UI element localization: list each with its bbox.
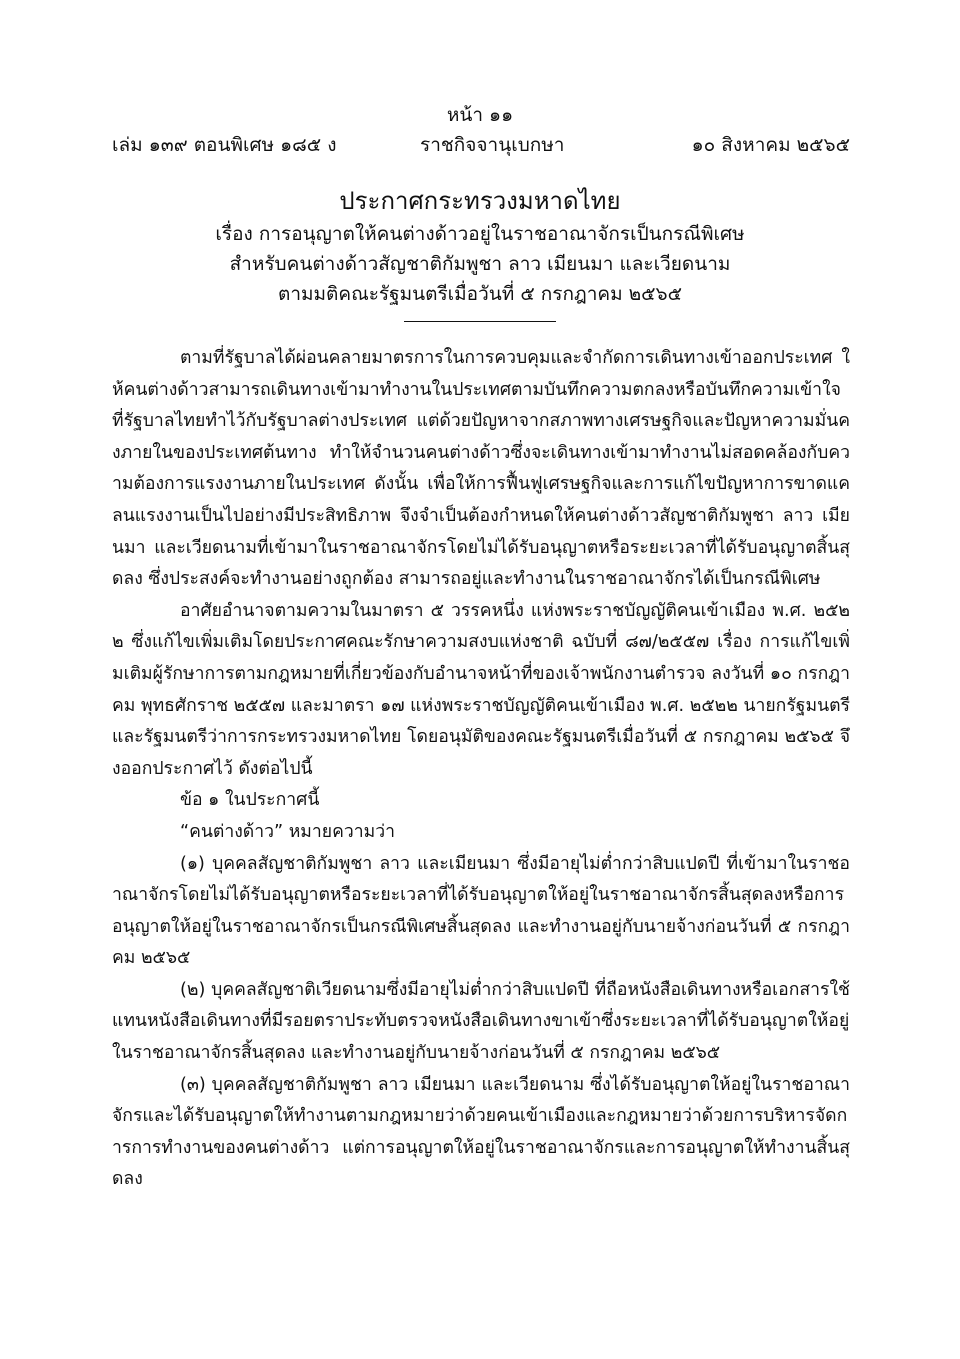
volume-info: เล่ม ๑๓๙ ตอนพิเศษ ๑๘๕ ง <box>112 134 337 156</box>
authority-paragraph: อาศัยอำนาจตามความในมาตรา ๕ วรรคหนึ่ง แห่งพระราชบัญญัติคนเข้าเมือง พ.ศ. ๒๕๒๒ ซึ่งแก้ไขเพิ่มเติมโดยประกาศคณะรักษาความสงบแห่งชาติ ฉบับที่ ๘๗/๒๕๕๗ เรื่อง การแก้ไขเพิ่มเติมผู้รักษาการตามกฎหมายที่เกี่ยวข้องกับอำนาจหน้าที่ของเจ้าพนักงานตำรวจ ลงวันที่ ๑๐ กรกฎาคม พุทธศักราช ๒๕๕๗ และมาตรา ๑๗ แห่งพระราชบัญญัติคนเข้าเมือง พ.ศ. ๒๕๒๒ นายกรัฐมนตรีและรัฐมนตรีว่าการกระทรวงมหาดไทย โดยอนุมัติของคณะรัฐมนตรีเมื่อวันที่ ๕ กรกฎาคม ๒๕๖๕ จึงออกประกาศไว้ ดังต่อไปนี้ <box>112 600 850 779</box>
publication-date: ๑๐ สิงหาคม ๒๕๖๕ <box>691 134 850 156</box>
definition-item-2: (๒) บุคคลสัญชาติเวียดนามซึ่งมีอายุไม่ต่ำกว่าสิบแปดปี ที่ถือหนังสือเดินทางหรือเอกสารใช้แทนหนังสือเดินทางที่มีรอยตราประทับตรวจหนังสือเดินทางขาเข้าซึ่งระยะเวลาที่ได้รับอนุญาตให้อยู่ในราชอาณาจักรสิ้นสุดลง และทำงานอยู่กับนายจ้างก่อนวันที่ ๕ กรกฎาคม ๒๕๖๕ <box>112 979 850 1064</box>
preamble-paragraph: ตามที่รัฐบาลได้ผ่อนคลายมาตรการในการควบคุมและจำกัดการเดินทางเข้าออกประเทศ ให้คนต่างด้าวสามารถเดินทางเข้ามาทำงานในประเทศตามบันทึกความตกลงหรือบันทึกความเข้าใจที่รัฐบาลไทยทำไว้กับรัฐบาลต่างประเทศ แต่ด้วยปัญหาจากสภาพทางเศรษฐกิจและปัญหาความมั่นคงภายในของประเทศต้นทาง ทำให้จำนวนคนต่างด้าวซึ่งจะเดินทางเข้ามาทำงานไม่สอดคล้องกับความต้องการแรงงานภายในประเทศ ดังนั้น เพื่อให้การฟื้นฟูเศรษฐกิจและการแก้ไขปัญหาการขาดแคลนแรงงานเป็นไปอย่างมีประสิทธิภาพ จึงจำเป็นต้องกำหนดให้คนต่างด้าวสัญชาติกัมพูชา ลาว เมียนมา และเวียดนามที่เข้ามาในราชอาณาจักรโดยไม่ได้รับอนุญาตหรือระยะเวลาที่ได้รับอนุญาตสิ้นสุดลง ซึ่งประสงค์จะทำงานอย่างถูกต้อง สามารถอยู่และทำงานในราชอาณาจักรได้เป็นกรณีพิเศษ <box>112 348 850 590</box>
definition-item-3: (๓) บุคคลสัญชาติกัมพูชา ลาว เมียนมา และเวียดนาม ซึ่งได้รับอนุญาตให้อยู่ในราชอาณาจักรและได้รับอนุญาตให้ทำงานตามกฎหมายว่าด้วยคนเข้าเมืองและกฎหมายว่าด้วยการบริหารจัดการการทำงานของคนต่างด้าว แต่การอนุญาตให้อยู่ในราชอาณาจักรและการอนุญาตให้ทำงานสิ้นสุดลง <box>112 1074 850 1190</box>
gazette-header <box>112 130 850 158</box>
announcement-body <box>112 343 850 1196</box>
clause-1: ข้อ ๑ ในประกาศนี้ <box>180 790 320 811</box>
announcement-title: ประกาศกระทรวงมหาดไทย <box>339 187 621 215</box>
announcement-title-block <box>0 183 960 322</box>
subject-line-1: เรื่อง การอนุญาตให้คนต่างด้าวอยู่ในราชอาณาจักรเป็นกรณีพิเศษ <box>215 223 745 245</box>
subject-line-3: ตามมติคณะรัฐมนตรีเมื่อวันที่ ๕ กรกฎาคม ๒๕๖๕ <box>277 283 682 305</box>
subject-line-2: สำหรับคนต่างด้าวสัญชาติกัมพูชา ลาว เมียนมา และเวียดนาม <box>229 253 731 275</box>
gazette-name: ราชกิจจานุเบกษา <box>420 134 565 156</box>
title-divider <box>404 321 556 322</box>
definition-heading: “คนต่างด้าว” หมายความว่า <box>180 821 395 842</box>
definition-item-1: (๑) บุคคลสัญชาติกัมพูชา ลาว และเมียนมา ซึ่งมีอายุไม่ต่ำกว่าสิบแปดปี ที่เข้ามาในราชอาณาจักรโดยไม่ได้รับอนุญาตหรือระยะเวลาที่ได้รับอนุญาตให้อยู่ในราชอาณาจักรสิ้นสุดลงหรือการอนุญาตให้อยู่ในราชอาณาจักรเป็นกรณีพิเศษสิ้นสุดลง และทำงานอยู่กับนายจ้างก่อนวันที่ ๕ กรกฎาคม ๒๕๖๕ <box>112 853 850 969</box>
page-number: หน้า ๑๑ <box>446 104 514 126</box>
